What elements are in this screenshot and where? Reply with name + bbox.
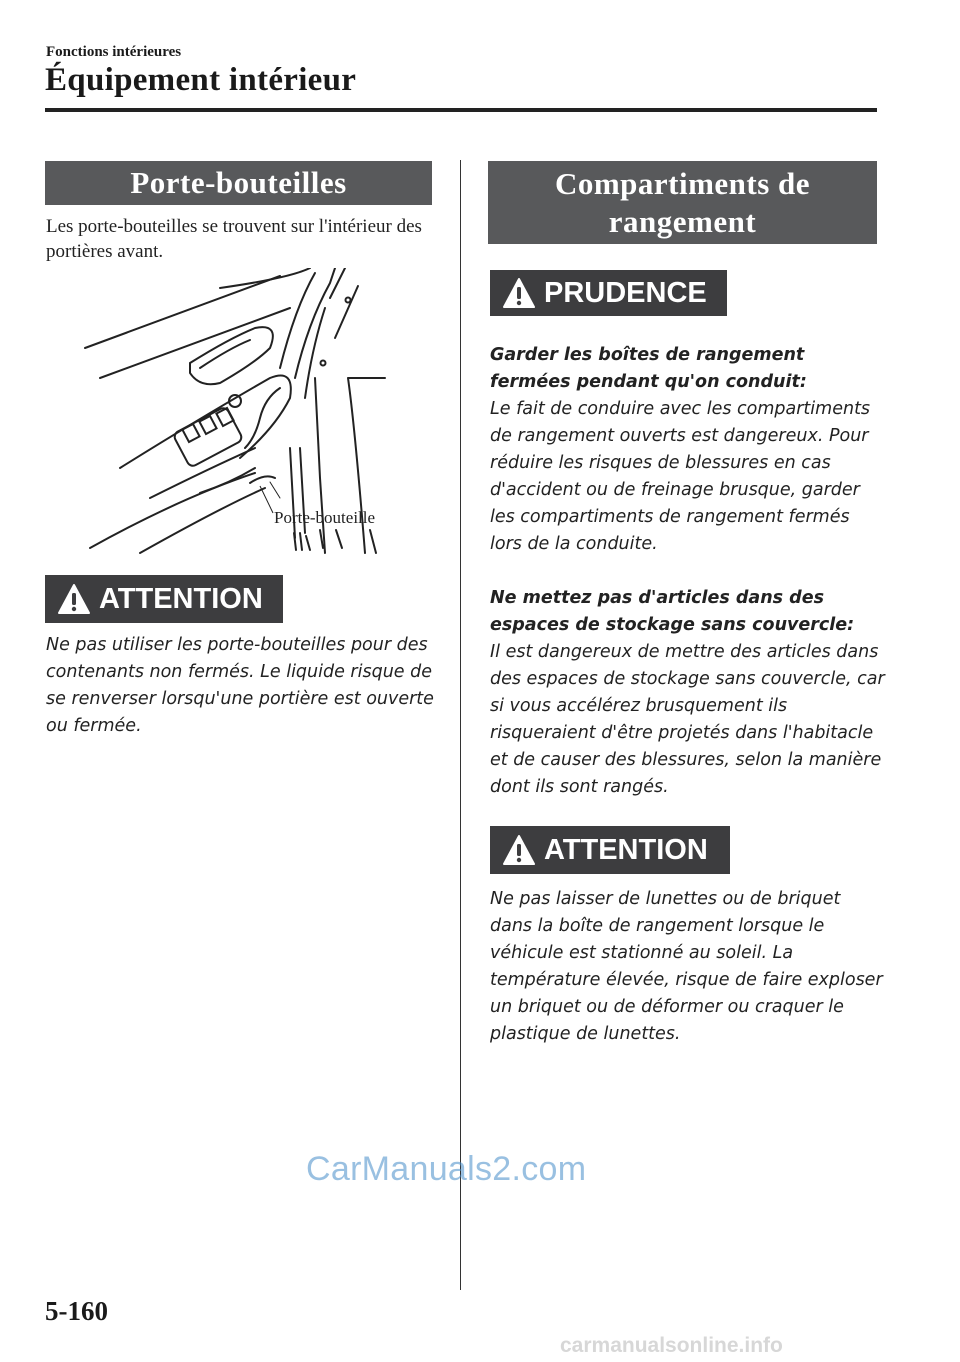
prudence-badge — [490, 270, 727, 316]
warning-triangle-icon — [502, 277, 536, 309]
attention-badge-left — [45, 575, 283, 623]
section-banner-storage — [488, 161, 877, 244]
attention-label-left: ATTENTION — [99, 582, 263, 615]
figure-label: Porte-bouteille — [274, 508, 376, 527]
bottle-holder-intro: Les porte-bouteilles se trouvent sur l'intérieur des portières avant. — [46, 216, 422, 262]
watermark: CarManuals2.com — [306, 1150, 587, 1188]
storage-banner-line2: rangement — [608, 203, 757, 239]
title-rule — [45, 108, 877, 112]
footer-url: carmanualsonline.info — [560, 1334, 783, 1357]
prudence-heading-2: Ne mettez pas d'articles dans des espaces de stockage sans couvercle: — [490, 588, 855, 635]
warning-triangle-icon — [502, 834, 536, 866]
spacer — [490, 558, 885, 585]
attention-badge-right — [490, 826, 730, 874]
door-panel-illustration — [80, 268, 410, 558]
page-number: 5-160 — [45, 1296, 108, 1326]
warning-triangle-icon — [57, 583, 91, 615]
door-panel-drawing — [80, 268, 410, 558]
attention-label-right: ATTENTION — [544, 833, 708, 866]
prudence-heading-1: Garder les boîtes de rangement fermées pendant qu'on conduit: — [490, 345, 807, 392]
prudence-text-2: Il est dangereux de mettre des articles dans des espaces de stockage sans couvercle, car si vous accélérez brusquement ils risqueraient d'être projetés dans l'habitacle et de causer des blessures, selon la manière dont ils sont rangés. — [490, 642, 885, 797]
attention-text-right: Ne pas laisser de lunettes ou de briquet dans la boîte de rangement lorsque le véhicule est stationné au soleil. La température élevée, risque de faire exploser un briquet ou de déformer ou craquer le plastique de lunettes. — [490, 889, 883, 1044]
storage-banner-line1: Compartiments de — [554, 165, 811, 201]
section-label: Fonctions intérieures — [46, 44, 182, 60]
prudence-text-1: Le fait de conduire avec les compartiments de rangement ouverts est dangereux. Pour réduire les risques de blessures en cas d'accident ou de freinage brusque, garder les compartiments de rangement fermés lors de la conduite. — [490, 399, 871, 554]
attention-text-left: Ne pas utiliser les porte-bouteilles pour des contenants non fermés. Le liquide risque de se renverser lorsqu'une portière est ouverte ou fermée. — [46, 635, 434, 736]
page-title: Équipement intérieur — [45, 62, 357, 98]
column-divider — [460, 160, 461, 1290]
section-banner-bottle-holders: Porte-bouteilles — [45, 161, 432, 205]
prudence-label: PRUDENCE — [544, 276, 707, 309]
prudence-body — [490, 342, 885, 801]
